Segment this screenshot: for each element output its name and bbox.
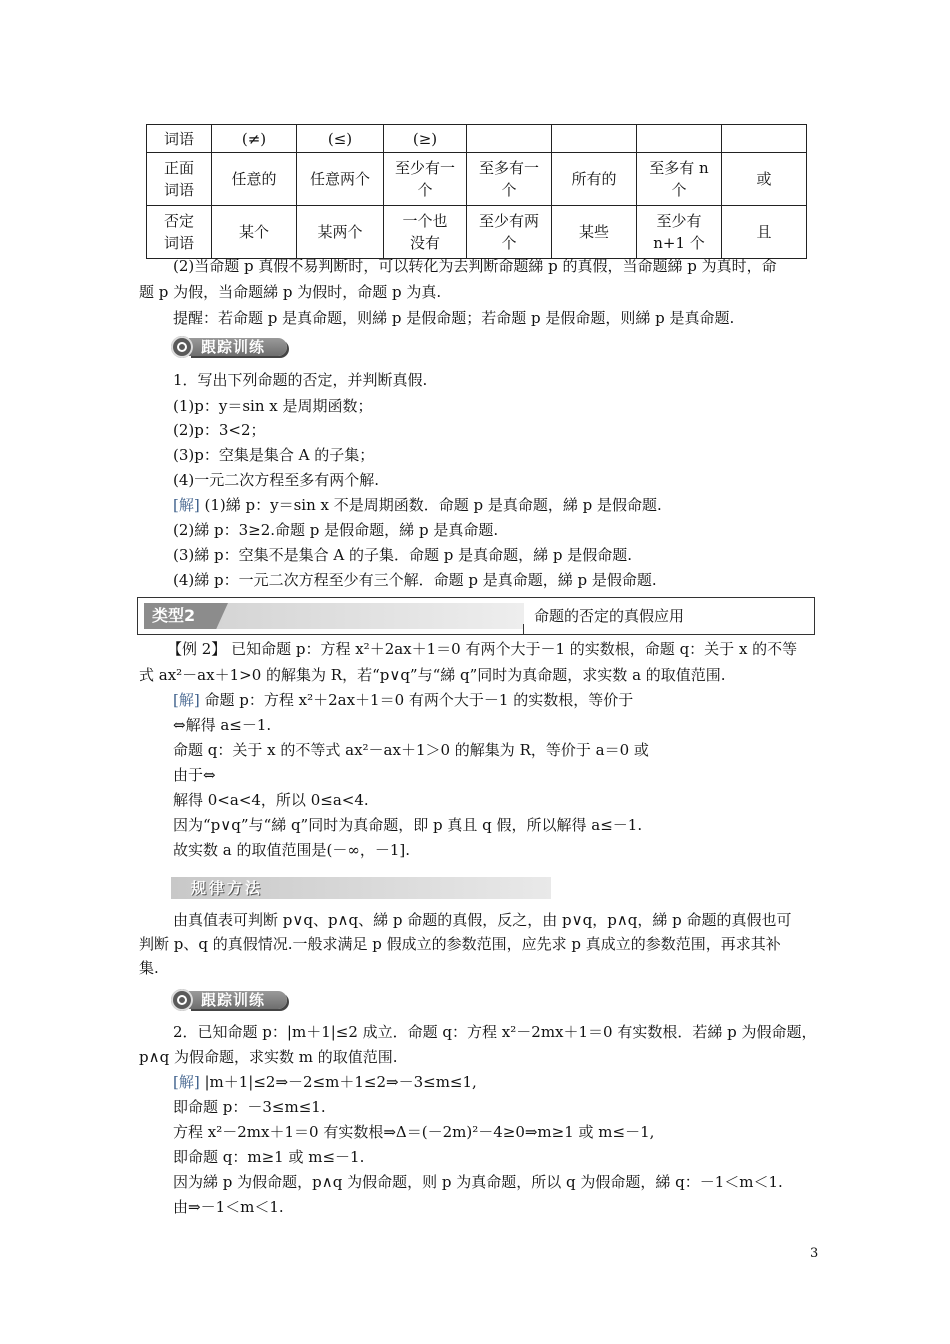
ex2-line2: p∧q 为假命题，求实数 m 的取值范围. (139, 1048, 398, 1066)
ex2-line1: 2．已知命题 p：|m＋1|≤2 成立．命题 q：方程 x²－2mx＋1＝0 有实数根．若綈 p 为假命题， (173, 1023, 817, 1041)
type2-header (137, 597, 815, 635)
table-row (147, 206, 807, 259)
follow-up-badge (171, 989, 287, 1011)
method-line: 由真值表可判断 p∨q、p∧q、綈 p 命题的真假，反之，由 p∨q，p∧q，綈 p 命题的真假也可 (173, 911, 792, 929)
table-cell: 某两个 (297, 206, 384, 259)
type2-title: 命题的否定的真假应用 (534, 607, 685, 625)
method-line: 集. (139, 959, 159, 977)
table-row-header: 正面 词语 (147, 153, 212, 206)
table-cell: 至少有 n+1 个 (637, 206, 722, 259)
ex2-solution-line: 因为綈 p 为假命题，p∧q 为假命题，则 p 为真命题，所以 q 为假命题，綈 q：－1＜m＜1. (173, 1173, 783, 1191)
para2-line2: 题 p 为假，当命题綈 p 为假时，命题 p 为真. (139, 283, 442, 301)
example2-solution-line: 因为“p∨q”与“綈 q”同时为真命题，即 p 真且 q 假，所以解得 a≤－1. (173, 816, 643, 834)
para2-line1: (2)当命题 p 真假不易判断时，可以转化为去判断命题綈 p 的真假，当命题綈 p 为真时，命 (173, 257, 777, 275)
table-cell: 某个 (212, 206, 297, 259)
follow-up-badge (171, 336, 287, 358)
table-cell (637, 125, 722, 153)
ex2-solution-line: 即命题 p：－3≤m≤1. (173, 1098, 326, 1116)
type2-tag: 类型2 (152, 606, 196, 625)
table-row (147, 153, 807, 206)
table-cell: 任意两个 (297, 153, 384, 206)
table-cell: 或 (722, 153, 807, 206)
ex1-solution-line (173, 495, 662, 515)
ex2-solution-line: 即命题 q：m≥1 或 m≤－1. (173, 1148, 365, 1166)
ex1-item: (2)p：3<2； (173, 421, 266, 439)
ex1-item: (1)p：y＝sin x 是周期函数； (173, 397, 373, 415)
example2-line2: 式 ax²－ax＋1>0 的解集为 R，若“p∨q”与“綈 q”同时为真命题，求实数 a 的取值范围. (139, 666, 726, 684)
target-icon (171, 336, 193, 358)
solution-tag: [解] (173, 691, 200, 709)
page-number: 3 (810, 1246, 819, 1261)
table-cell: 至多有 n 个 (637, 153, 722, 206)
method-label: 规律方法 (191, 879, 264, 897)
badge-label: 跟踪训练 (201, 991, 266, 1009)
table-cell: 任意的 (212, 153, 297, 206)
table-cell: 至少有两 个 (467, 206, 552, 259)
solution-tag: [解] (173, 496, 200, 514)
ex1-question: 1．写出下列命题的否定，并判断真假. (173, 371, 428, 389)
method-line: 判断 p、q 的真假情况.一般求满足 p 假成立的参数范围，应先求 p 真成立的参数范围，再求其补 (139, 935, 781, 953)
ex2-solution-text: |m＋1|≤2⇒－2≤m＋1≤2⇒－3≤m≤1, (199, 1073, 477, 1091)
example2-solution-line: 解得 0<a<4，所以 0≤a<4. (173, 791, 369, 809)
table-cell: (≥) (384, 125, 467, 153)
example2-solution-line: 由于⇔ (173, 766, 216, 784)
badge-label: 跟踪训练 (201, 338, 266, 356)
example2-solution-line: 故实数 a 的取值范围是(－∞，－1]. (173, 841, 410, 859)
table-cell (467, 125, 552, 153)
ex2-solution-line: 由⇒－1＜m＜1. (173, 1198, 284, 1216)
table-cell: (≤) (297, 125, 384, 153)
tip-text: 提醒：若命题 p 是真命题，则綈 p 是假命题；若命题 p 是假命题，则綈 p 是真命题. (173, 309, 735, 327)
ex1-item: (4)一元二次方程至多有两个解. (173, 471, 380, 489)
ex1-solution-line: (2)綈 p：3≥2.命题 p 是假命题，綈 p 是真命题. (173, 521, 499, 539)
solution-tag: [解] (173, 1073, 200, 1091)
table-cell (552, 125, 637, 153)
example2-solution-line (173, 690, 633, 710)
quantifier-table (146, 124, 807, 259)
table-cell: 且 (722, 206, 807, 259)
table-cell: 至多有一 个 (467, 153, 552, 206)
table-cell: 某些 (552, 206, 637, 259)
example2-solution-text: 命题 p：方程 x²＋2ax＋1＝0 有两个大于－1 的实数根，等价于 (199, 691, 634, 709)
method-header (171, 877, 551, 899)
table-cell: 一个也 没有 (384, 206, 467, 259)
ex1-solution-text: (1)綈 p：y＝sin x 不是周期函数．命题 p 是真命题，綈 p 是假命题. (199, 496, 662, 514)
ex1-solution-line: (4)綈 p：一元二次方程至少有三个解．命题 p 是真命题，綈 p 是假命题. (173, 571, 657, 589)
table-cell: (≠) (212, 125, 297, 153)
table-cell: 所有的 (552, 153, 637, 206)
target-icon (171, 989, 193, 1011)
table-cell (722, 125, 807, 153)
table-row (147, 125, 807, 153)
example2-solution-line: ⇔解得 a≤－1. (173, 716, 272, 734)
example2-line1: 【例 2】 已知命题 p：方程 x²＋2ax＋1＝0 有两个大于－1 的实数根，命题 q：关于 x 的不等 (167, 640, 798, 658)
ex2-solution-line: 方程 x²－2mx＋1＝0 有实数根⇒Δ＝(－2m)²－4≥0⇒m≥1 或 m≤－1, (173, 1123, 655, 1141)
example2-solution-line: 命题 q：关于 x 的不等式 ax²－ax＋1＞0 的解集为 R，等价于 a＝0 或 (173, 741, 649, 759)
ex1-item: (3)p：空集是集合 A 的子集； (173, 446, 375, 464)
table-row-header: 词语 (147, 125, 212, 153)
table-row-header: 否定 词语 (147, 206, 212, 259)
ex1-solution-line: (3)綈 p：空集不是集合 A 的子集．命题 p 是真命题，綈 p 是假命题. (173, 546, 633, 564)
ex2-solution-line (173, 1072, 477, 1092)
table-cell: 至少有一 个 (384, 153, 467, 206)
